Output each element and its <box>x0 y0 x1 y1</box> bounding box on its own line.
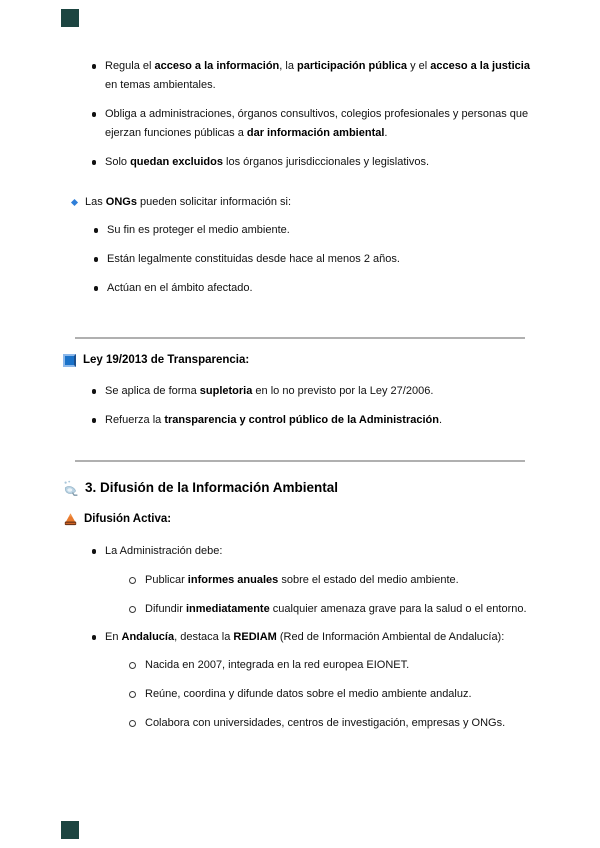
list-item-text: La Administración debe: <box>105 545 223 557</box>
section-heading-text: 3. Difusión de la Información Ambiental <box>85 480 339 495</box>
bullet-dot-icon <box>83 542 105 554</box>
list-item-text: Publicar informes anuales sobre el estado del medio ambiente. <box>145 574 459 586</box>
list-item-ongs-lead <box>63 193 531 212</box>
list-item-text: Reúne, coordina y difunde datos sobre el medio ambiente andaluz. <box>145 688 472 700</box>
list-item-text: Las ONGs pueden solicitar información si: <box>85 196 292 208</box>
bullet-dot-icon <box>85 250 107 262</box>
page-corner-marker-bottom <box>61 821 79 839</box>
hollow-bullet-icon <box>119 714 145 727</box>
section-heading <box>63 478 531 502</box>
transparencia-title: Ley 19/2013 de Transparencia: <box>83 354 250 366</box>
list-item <box>119 714 531 733</box>
list-item <box>119 571 531 590</box>
bullet-dot-icon <box>83 153 105 165</box>
hollow-bullet-icon <box>119 685 145 698</box>
difusion-activa-title: Difusión Activa: <box>84 513 172 525</box>
bullet-dot-icon <box>85 221 107 233</box>
list-item <box>85 279 531 298</box>
list-item-text: Solo quedan excluidos los órganos jurisdiccionales y legislativos. <box>105 156 430 168</box>
list-item-text: Regula el acceso a la información, la participación pública y el acceso a la justicia en temas ambientales. <box>105 60 530 91</box>
blue-square-icon <box>63 354 76 367</box>
list-item <box>83 411 531 430</box>
list-item <box>83 57 531 95</box>
bullet-dot-icon <box>85 279 107 291</box>
hollow-bullet-icon <box>119 571 145 584</box>
difusion-activa-row <box>63 510 531 533</box>
list-item <box>83 153 531 172</box>
list-item <box>119 685 531 704</box>
transparencia-title-row <box>63 351 531 370</box>
diamond-bullet-icon <box>63 193 85 205</box>
list-item <box>83 542 531 561</box>
bullet-dot-icon <box>83 411 105 423</box>
list-item-text: Difundir inmediatamente cualquier amenaza grave para la salud o el entorno. <box>145 603 527 615</box>
list-item <box>119 656 531 675</box>
list-item <box>85 250 531 269</box>
list-item-text: Su fin es proteger el medio ambiente. <box>107 224 290 236</box>
bullet-dot-icon <box>83 57 105 69</box>
bullet-dot-icon <box>83 382 105 394</box>
section-divider <box>75 460 525 462</box>
list-item <box>83 382 531 401</box>
section-divider <box>75 337 525 339</box>
list-item <box>85 221 531 240</box>
list-item-text: Refuerza la transparencia y control público de la Administración. <box>105 414 443 426</box>
list-item <box>83 628 531 647</box>
list-item-text: Colabora con universidades, centros de investigación, empresas y ONGs. <box>145 717 506 729</box>
loudspeaker-icon <box>63 513 78 533</box>
list-item-text: Nacida en 2007, integrada en la red europea EIONET. <box>145 659 410 671</box>
list-item-text: Se aplica de forma supletoria en lo no previsto por la Ley 27/2006. <box>105 385 434 397</box>
list-item-text: En Andalucía, destaca la REDIAM (Red de Información Ambiental de Andalucía): <box>105 631 505 643</box>
page-content <box>63 0 531 733</box>
bullet-dot-icon <box>83 105 105 117</box>
list-item-text: Actúan en el ámbito afectado. <box>107 282 253 294</box>
list-item <box>119 600 531 619</box>
hollow-bullet-icon <box>119 656 145 669</box>
page-corner-marker-top <box>61 9 79 27</box>
bullet-dot-icon <box>83 628 105 640</box>
satellite-dish-icon <box>63 480 80 502</box>
hollow-bullet-icon <box>119 600 145 613</box>
list-item <box>83 105 531 143</box>
list-item-text: Obliga a administraciones, órganos consultivos, colegios profesionales y personas que ejerzan funciones públicas a dar información ambiental. <box>105 108 529 139</box>
list-item-text: Están legalmente constituidas desde hace al menos 2 años. <box>107 253 400 265</box>
